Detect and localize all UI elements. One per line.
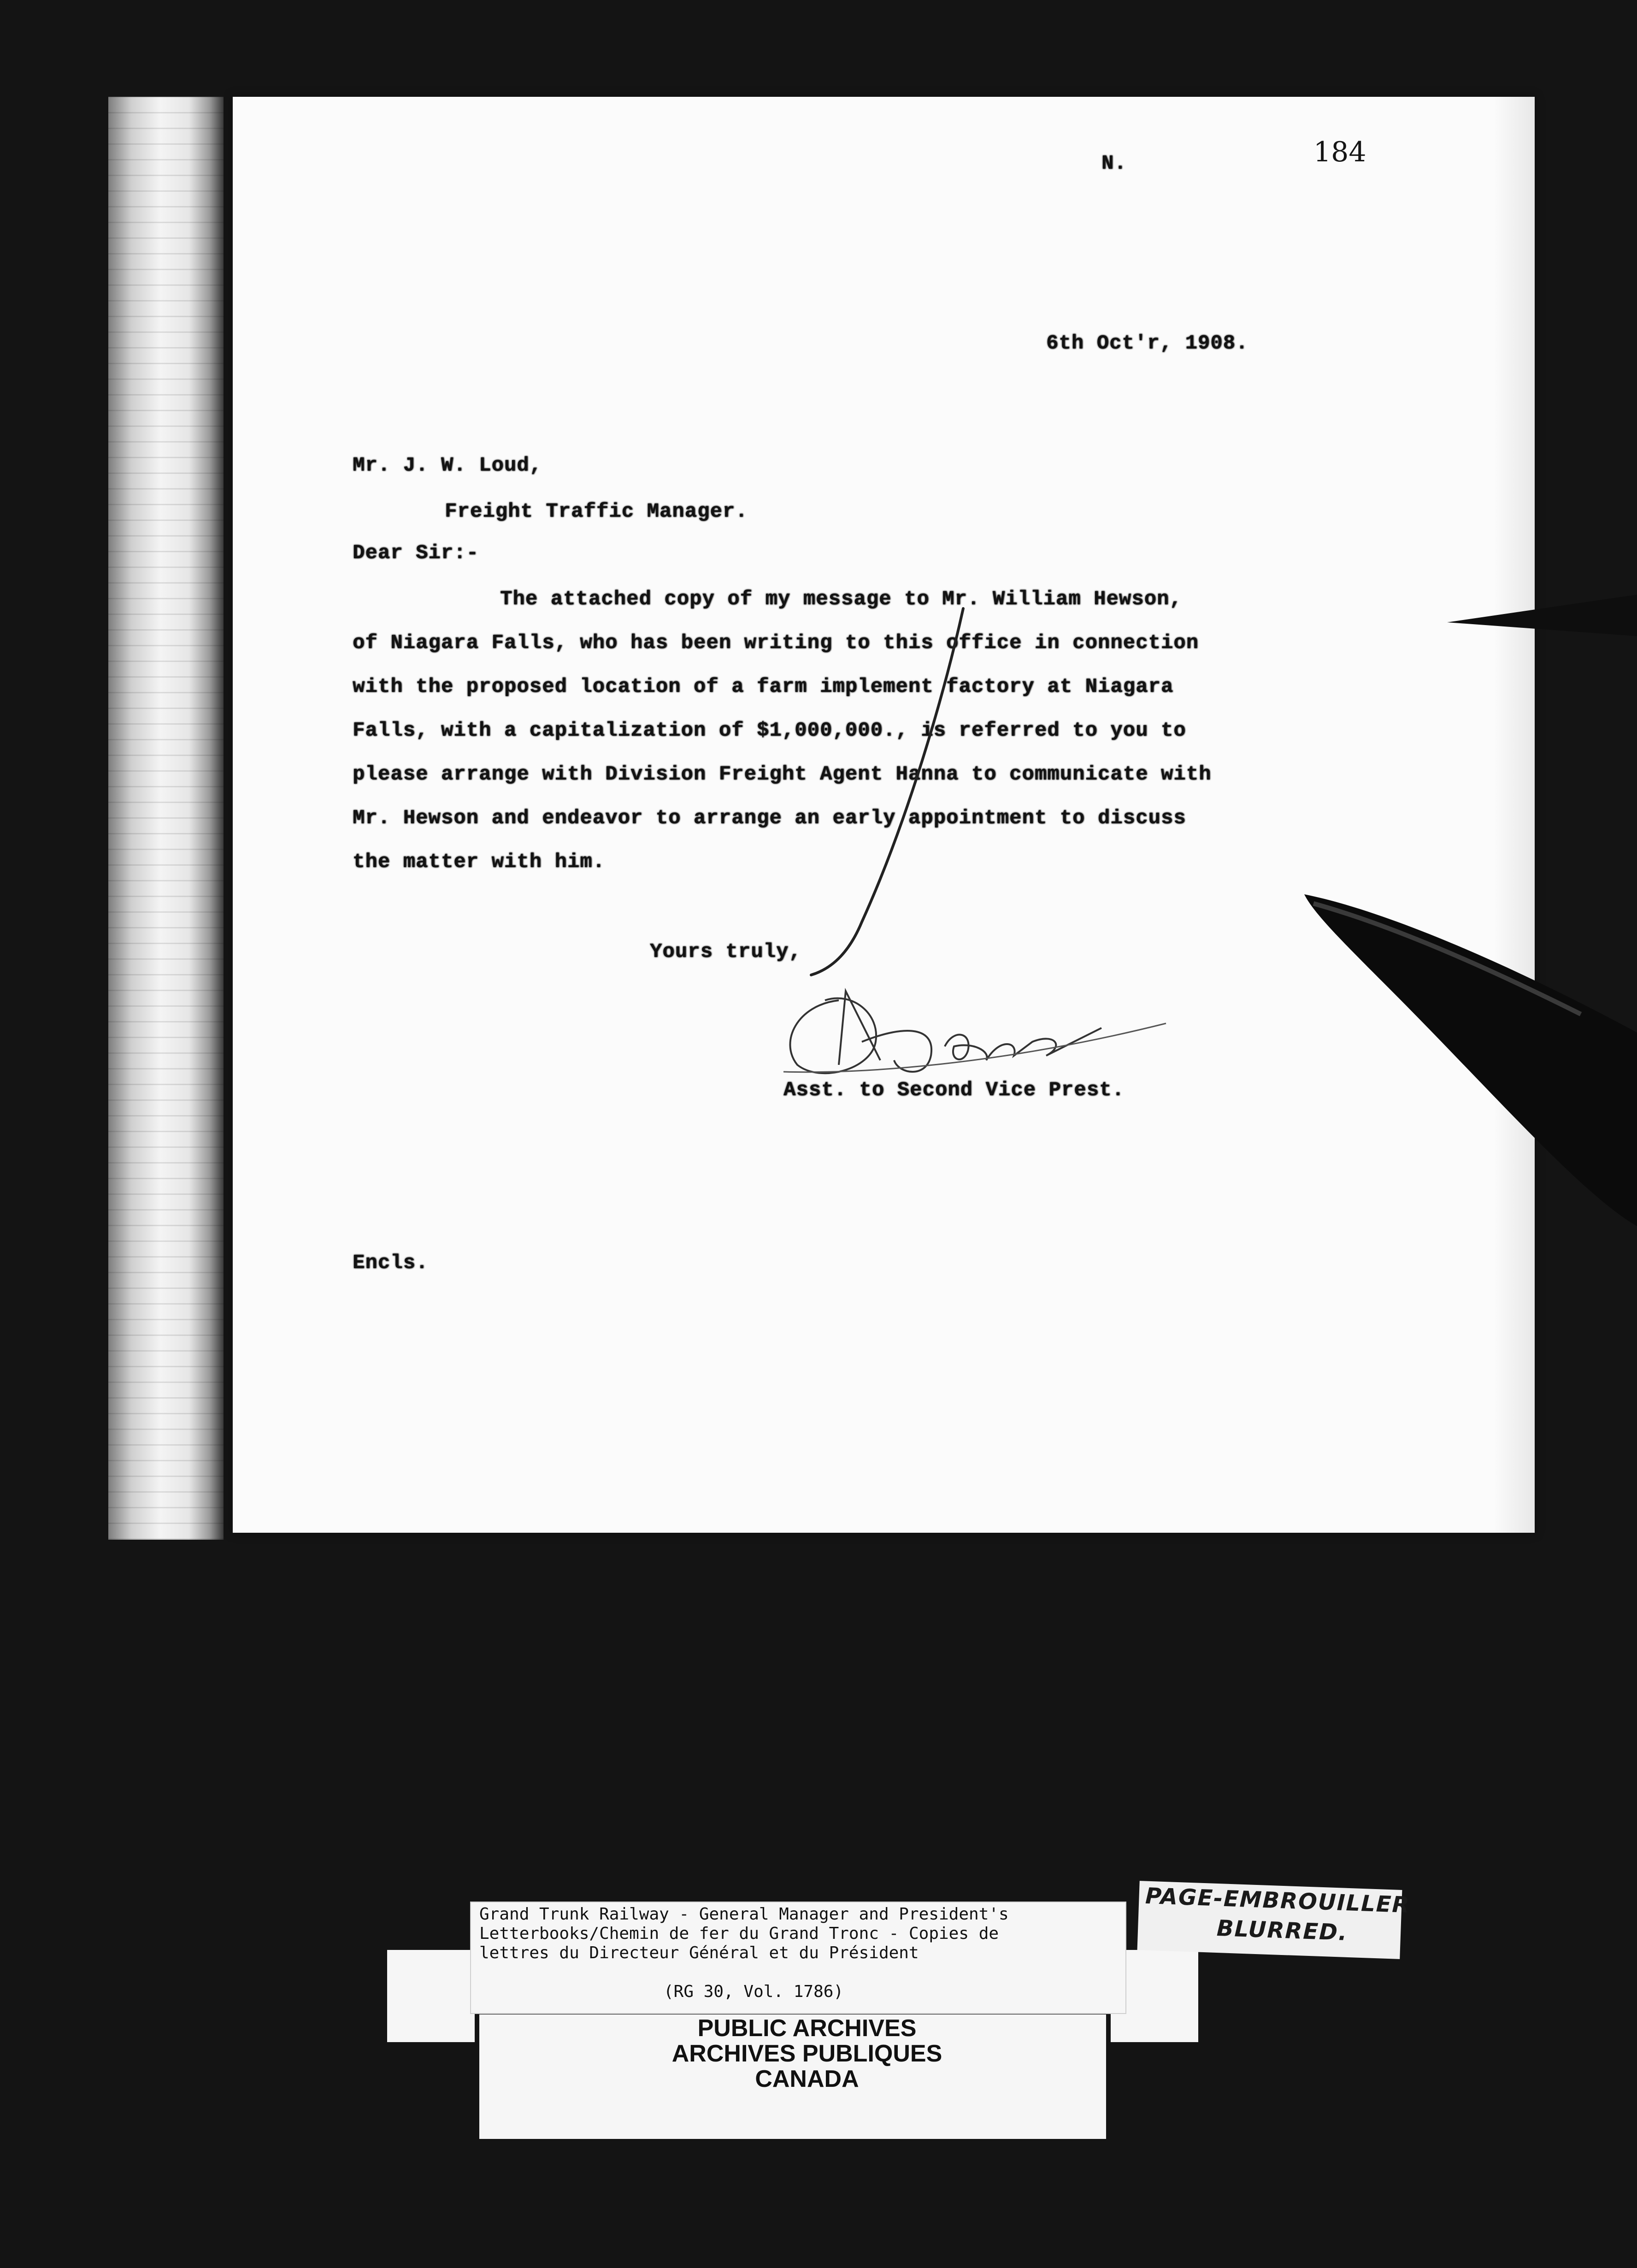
handwritten-signature	[770, 973, 1184, 1088]
body-line: Mr. Hewson and endeavor to arrange an early appointment to discuss	[353, 807, 1186, 830]
pen-tip-shape	[1304, 894, 1637, 1226]
closing: Yours truly,	[650, 940, 801, 963]
page-number: 184	[1313, 136, 1366, 168]
page-shadow	[1493, 97, 1535, 1533]
caption-line: Letterbooks/Chemin de fer du Grand Tronc - Copies de	[479, 1924, 999, 1943]
archive-label: ARCHIVES PUBLIQUES	[671, 2040, 942, 2067]
letter-date: 6th Oct'r, 1908.	[1046, 332, 1248, 355]
binding-texture	[108, 97, 224, 1540]
recipient-name: Mr. J. W. Loud,	[353, 454, 542, 477]
body-line: please arrange with Division Freight Agent Hanna to communicate with	[353, 763, 1212, 786]
caption-line: Grand Trunk Railway - General Manager and President's	[479, 1905, 1009, 1924]
body-line: the matter with him.	[353, 850, 606, 874]
check-mark-stroke	[807, 599, 1000, 977]
card-tab-left	[387, 1950, 475, 2042]
caption-text	[479, 1905, 1125, 1963]
pointer-shadow-shape	[1447, 595, 1637, 636]
signature-title: Asst. to Second Vice Prest.	[783, 1079, 1125, 1102]
archive-label: CANADA	[755, 2066, 859, 2092]
caption-line: lettres du Directeur Général et du Président	[479, 1943, 919, 1962]
body-line: with the proposed location of a farm implement factory at Niagara	[353, 675, 1174, 698]
binding-edge	[108, 97, 224, 1540]
body-line: of Niagara Falls, who has been writing to this office in connection	[353, 632, 1199, 655]
salutation: Dear Sir:-	[353, 542, 479, 565]
handwritten-note-line: BLURRED.	[1216, 1915, 1348, 1946]
body-line: The attached copy of my message to Mr. William Hewson,	[500, 588, 1182, 611]
body-line: Falls, with a capitalization of $1,000,000., is referred to you to	[353, 719, 1186, 742]
archive-label: PUBLIC ARCHIVES	[697, 2015, 917, 2042]
corner-mark: N.	[1101, 152, 1127, 175]
recipient-title: Freight Traffic Manager.	[445, 500, 748, 523]
caption-reference: (RG 30, Vol. 1786)	[664, 1982, 844, 2001]
handwritten-note-line: PAGE-EMBROUILLER	[1145, 1883, 1411, 1919]
enclosure-mark: Encls.	[353, 1252, 429, 1275]
